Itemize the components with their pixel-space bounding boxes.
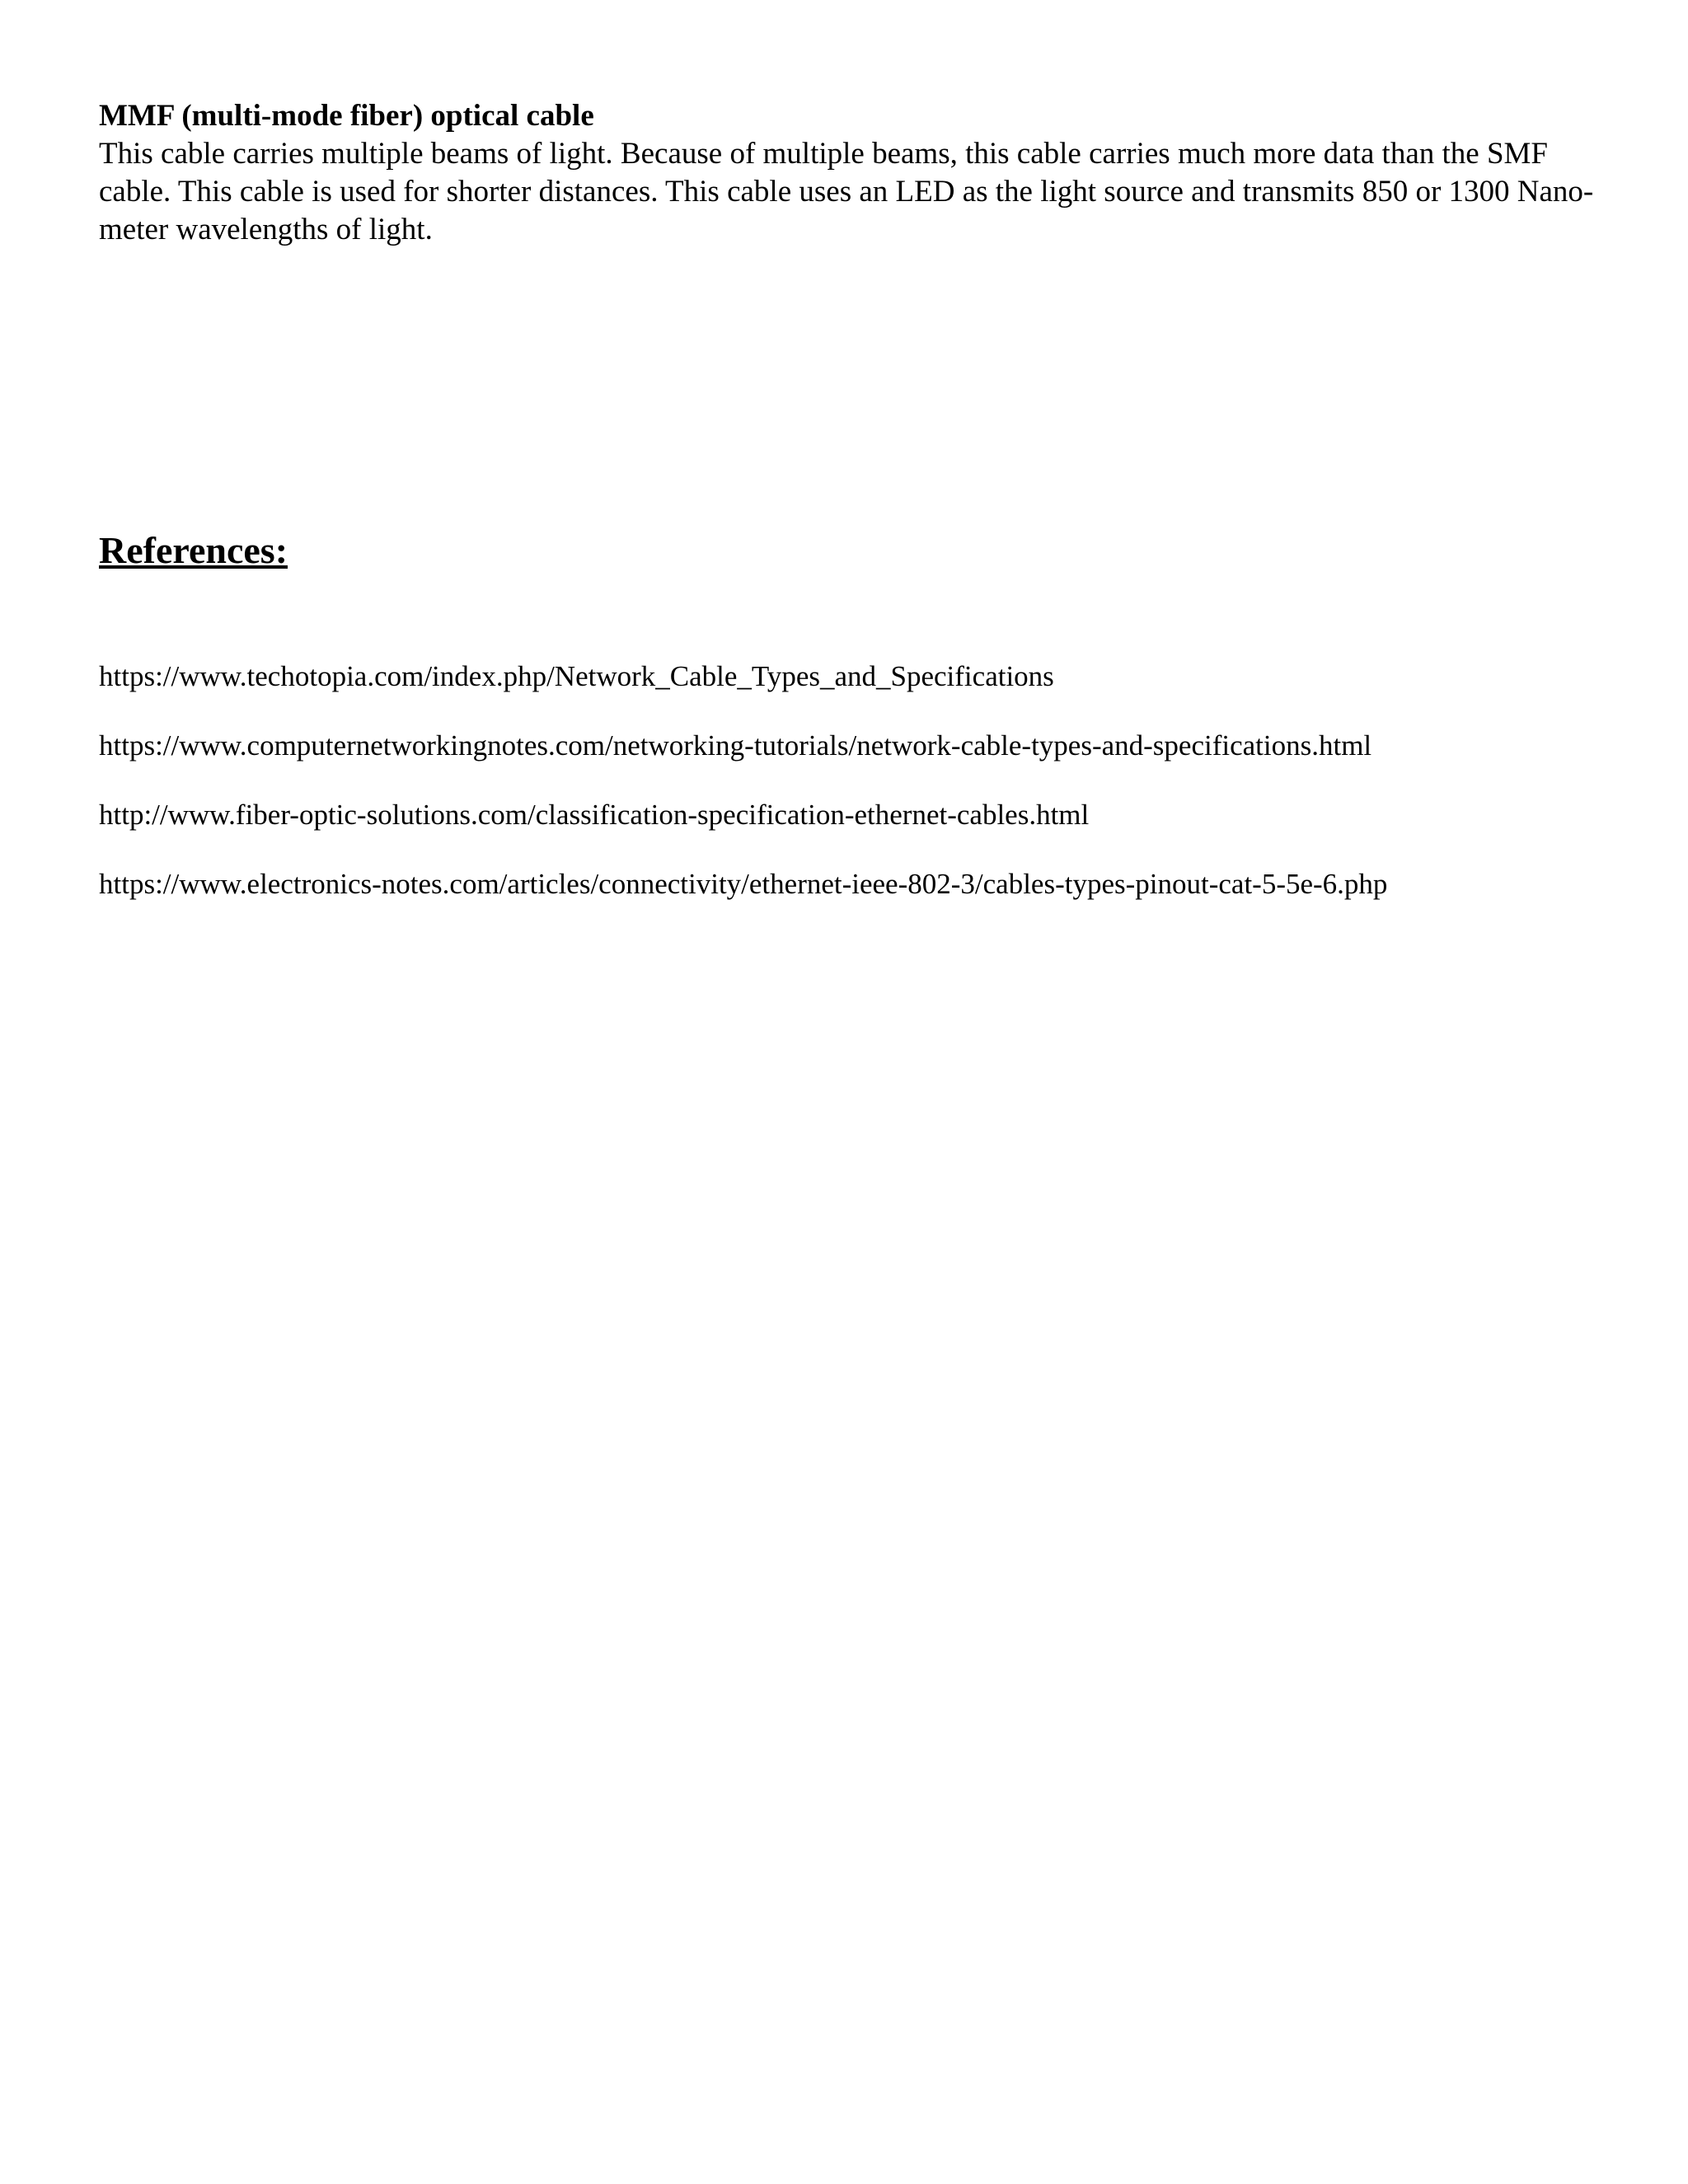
reference-item: http://www.fiber-optic-solutions.com/classification-specification-ethernet-cables.html [99, 799, 1090, 831]
section-body: This cable carries multiple beams of light. Because of multiple beams, this cable carries much more data than the SMF cable. This cable is used for shorter distances. This cable uses an LED as the light source and transmits 850 or 1300 Nano-meter wavelengths of light. [99, 137, 1594, 246]
mmf-section [99, 97, 1599, 249]
reference-item: https://www.techotopia.com/index.php/Network_Cable_Types_and_Specifications [99, 660, 1054, 692]
references-list [99, 658, 1599, 935]
references-heading: References: [99, 529, 288, 571]
reference-item: https://www.electronics-notes.com/articles/connectivity/ethernet-ieee-802-3/cables-types-pinout-cat-5-5e-6.php [99, 868, 1388, 900]
section-heading: MMF (multi-mode fiber) optical cable [99, 99, 594, 133]
reference-item: https://www.computernetworkingnotes.com/networking-tutorials/network-cable-types-and-specifications.html [99, 729, 1372, 762]
